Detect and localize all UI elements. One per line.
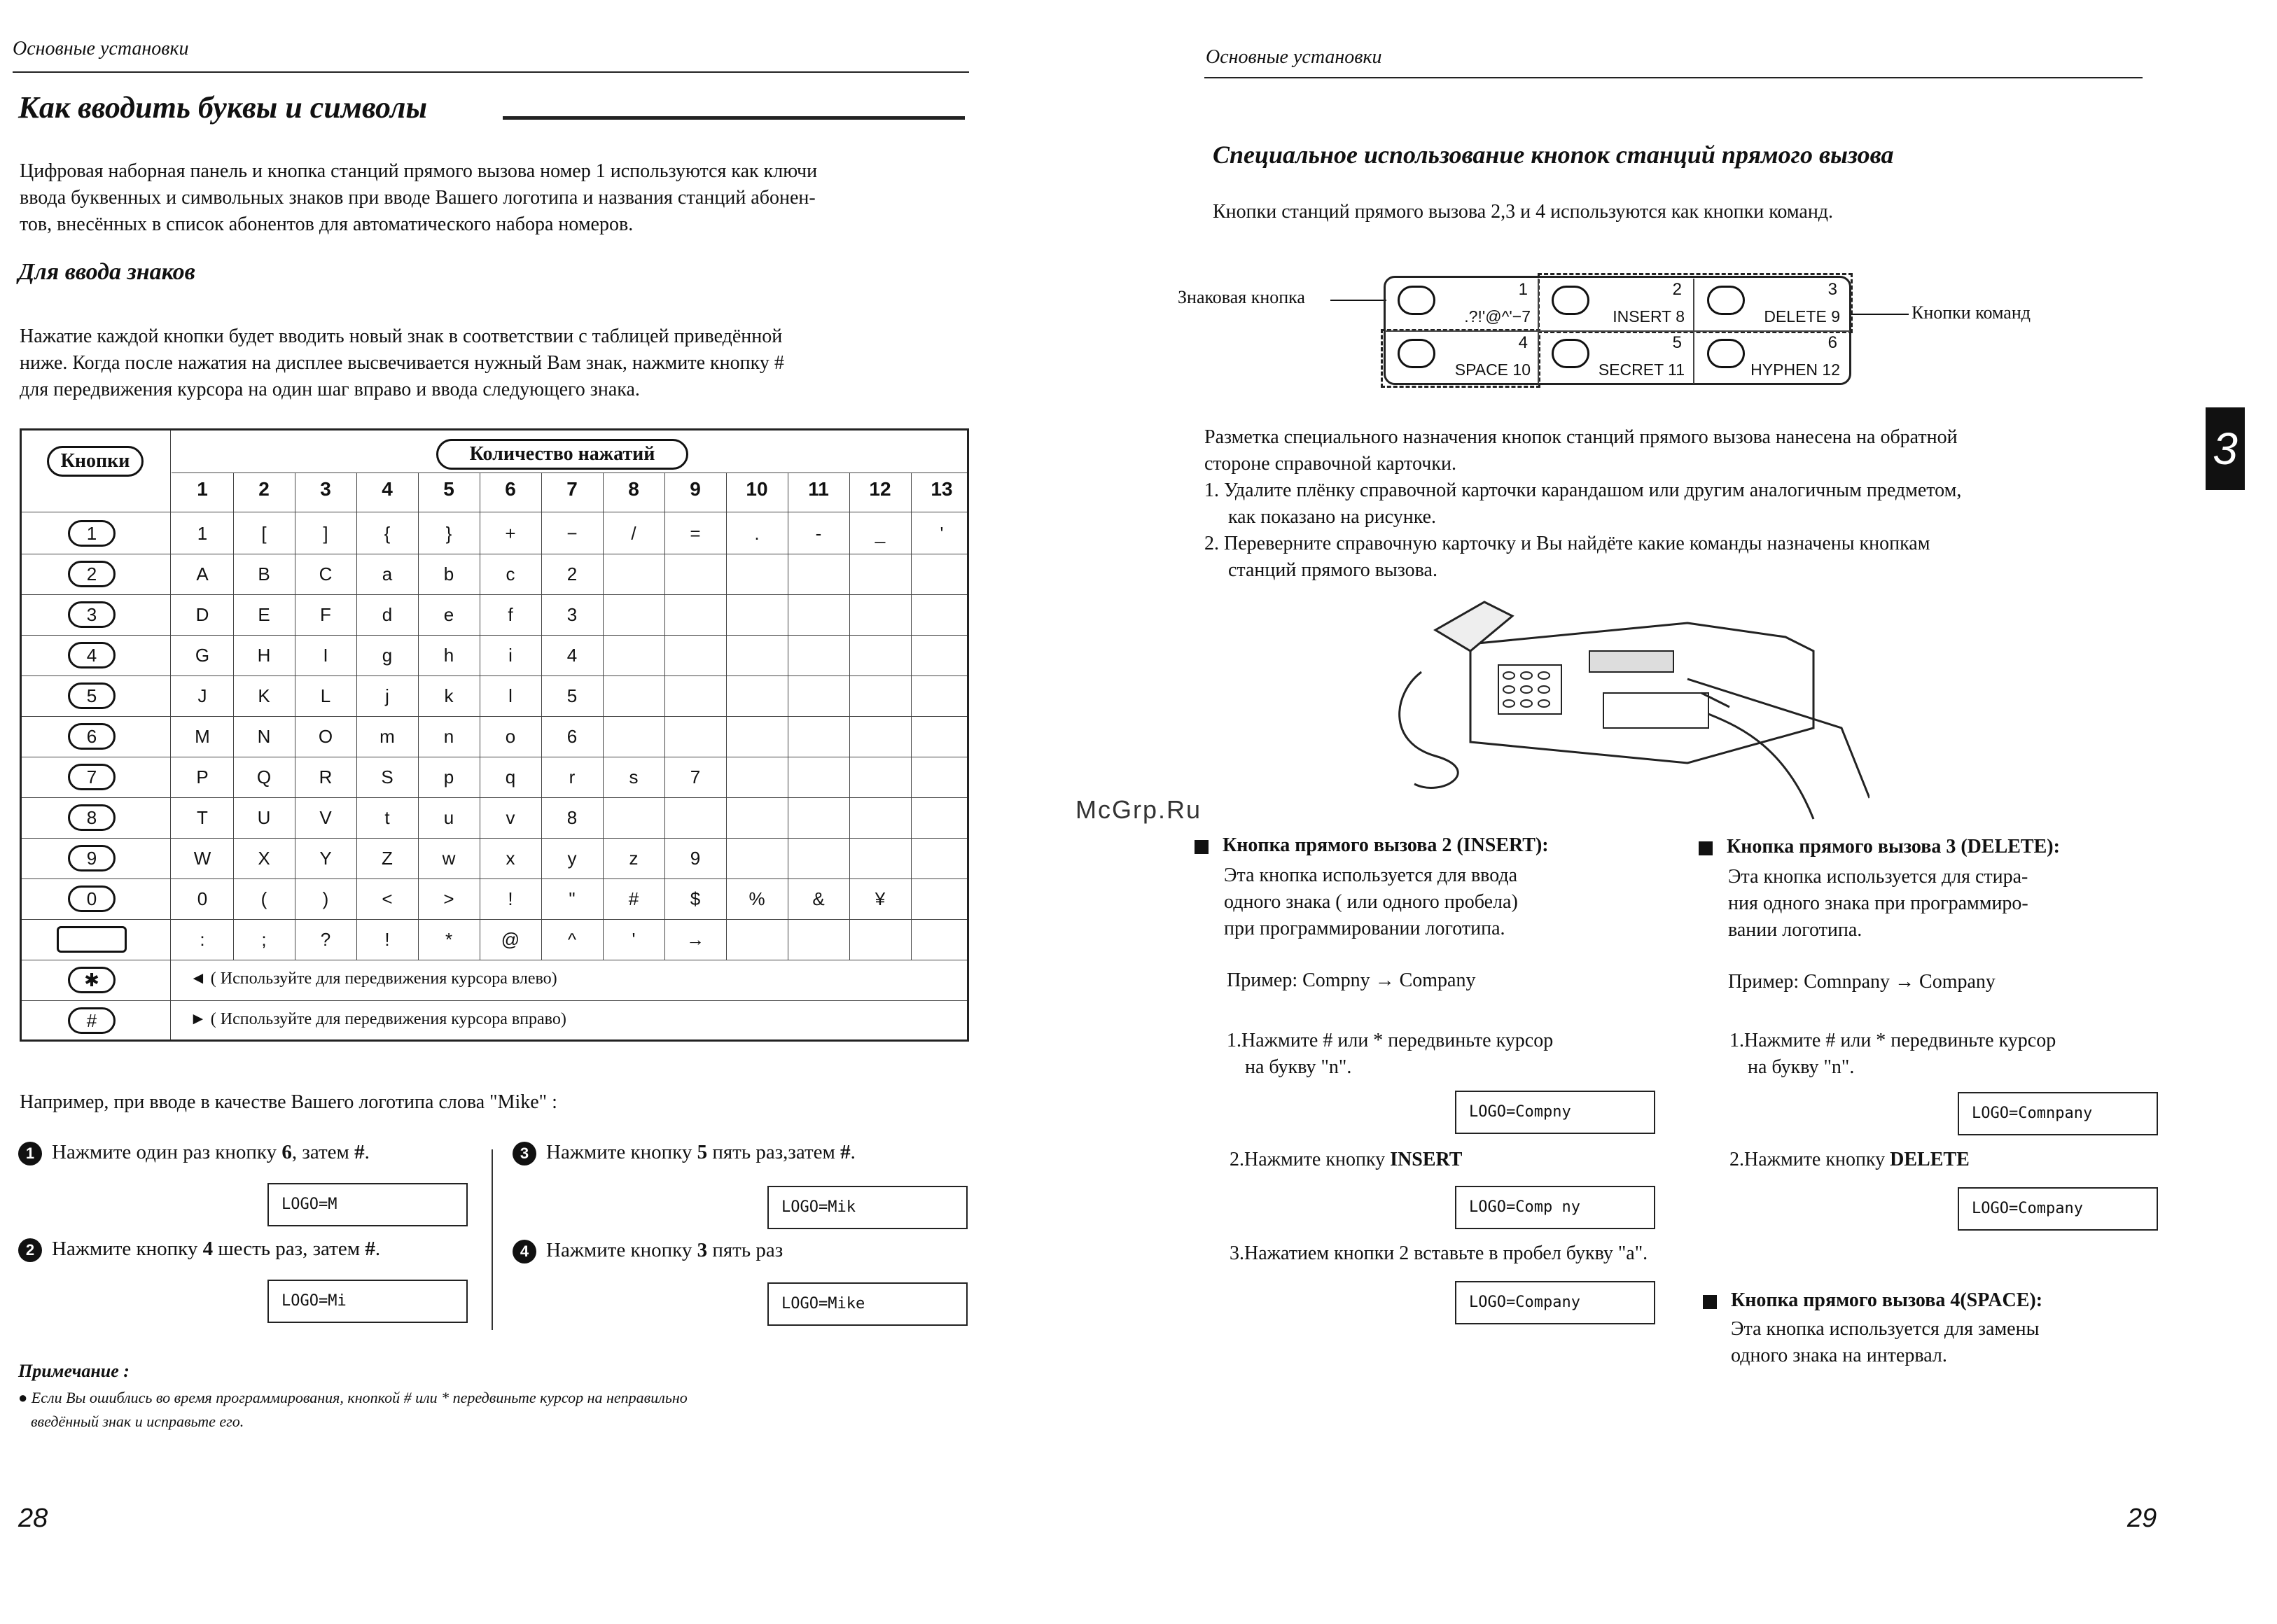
sub-paragraph xyxy=(20,323,986,403)
insert-lcd-3: LOGO=Company xyxy=(1455,1281,1655,1324)
table-cell: ' xyxy=(632,929,636,950)
step-number: 1 xyxy=(18,1142,42,1166)
table-cell: S xyxy=(381,766,394,788)
table-cell: 3 xyxy=(566,604,578,625)
table-cell: : xyxy=(200,929,205,950)
key-number: 5 xyxy=(1672,333,1682,352)
grid-line xyxy=(22,1000,967,1001)
step-key: 6 xyxy=(281,1141,292,1163)
table-cell: + xyxy=(505,523,516,544)
desc-line: при программировании логотипа. xyxy=(1224,918,1505,939)
chapter-tab: 3 xyxy=(2206,407,2245,490)
table-cell: P xyxy=(196,766,209,788)
insert-step1b: на букву "n". xyxy=(1245,1056,1352,1078)
desc-line: одного знака ( или одного пробела) xyxy=(1224,891,1518,913)
table-cell: G xyxy=(195,645,210,666)
column-header: 3 xyxy=(320,478,331,500)
right-intro: Кнопки станций прямого вызова 2,3 и 4 используются как кнопки команд. xyxy=(1213,201,1834,223)
square-bullet-icon xyxy=(1699,841,1713,855)
step-text: Нажмите кнопку xyxy=(546,1239,697,1261)
table-cell: l xyxy=(508,685,513,706)
table-cell: > xyxy=(443,888,454,909)
left-subtitle: Для ввода знаков xyxy=(18,259,195,285)
one-touch-key-3 xyxy=(1694,277,1850,330)
hash-key-description: ► ( Используйте для передвижения курсора вправо) xyxy=(190,1010,566,1028)
table-cell: x xyxy=(506,848,515,869)
character-table xyxy=(20,428,969,1042)
table-cell: d xyxy=(382,604,393,625)
table-cell: # xyxy=(628,888,639,909)
key-6-icon: 6 xyxy=(68,723,116,750)
table-cell: ] xyxy=(323,523,328,544)
star-key-icon: ✱ xyxy=(68,967,116,993)
desc-line: одного знака на интервал. xyxy=(1731,1345,1947,1366)
insert-step1: 1.Нажмите # или * передвиньте курсор xyxy=(1227,1030,1554,1051)
list-item: 2. Переверните справочную карточку и Вы найдёте какие команды назначены кнопкам xyxy=(1204,533,1930,554)
desc-line: Эта кнопка используется для стира- xyxy=(1728,866,2028,888)
step-text: . xyxy=(375,1238,381,1260)
step-3 xyxy=(513,1141,856,1166)
key-label: HYPHEN 12 xyxy=(1750,360,1840,379)
desc-line: Эта кнопка используется для замены xyxy=(1731,1318,2040,1340)
list-item: станций прямого вызова. xyxy=(1228,559,1437,581)
table-cell: [ xyxy=(261,523,267,544)
table-cell: b xyxy=(443,564,454,584)
table-cell: e xyxy=(443,604,454,625)
table-cell: 7 xyxy=(690,766,701,788)
grid-line xyxy=(22,919,967,920)
lcd-display: LOGO=Mik xyxy=(767,1186,968,1229)
step-text: пять раз xyxy=(707,1239,784,1261)
lcd-display: LOGO=Mi xyxy=(267,1280,468,1323)
table-cell: p xyxy=(443,766,454,788)
right-page-number: 29 xyxy=(2127,1504,2157,1533)
step-text: Нажмите кнопку xyxy=(546,1141,697,1163)
key-number: 2 xyxy=(1672,280,1682,299)
column-header: 8 xyxy=(628,478,639,500)
title-underline xyxy=(503,116,965,120)
right-list xyxy=(1204,477,2185,584)
table-cell: i xyxy=(508,645,513,666)
step-number: 4 xyxy=(513,1240,536,1264)
table-cell: U xyxy=(257,807,271,828)
table-cell: F xyxy=(320,604,331,625)
key-oval xyxy=(1707,339,1745,368)
column-header: 1 xyxy=(197,478,208,500)
step-text: пять раз,затем xyxy=(707,1141,841,1163)
table-cell: T xyxy=(197,807,208,828)
note-title: Примечание : xyxy=(18,1361,130,1381)
one-touch-key-5 xyxy=(1539,330,1694,384)
key-label: SECRET 11 xyxy=(1598,360,1685,379)
left-head-rule xyxy=(13,71,969,73)
table-cell: s xyxy=(629,766,639,788)
step-number: 3 xyxy=(513,1142,536,1166)
insert-step3: 3.Нажатием кнопки 2 вставьте в пробел букву "a". xyxy=(1230,1242,1648,1264)
note-line: ● Если Вы ошиблись во время программирования, кнопкой # или * передвиньте курсор на неправильно xyxy=(18,1389,688,1406)
step-text: . xyxy=(364,1141,370,1163)
insert-lcd-2: LOGO=Comp ny xyxy=(1455,1186,1655,1229)
column-header: 6 xyxy=(505,478,516,500)
step-key: 5 xyxy=(697,1141,708,1163)
table-cell: B xyxy=(258,564,270,584)
table-cell: X xyxy=(258,848,270,869)
fax-machine-illustration xyxy=(1393,588,1869,826)
key-label: DELETE 9 xyxy=(1764,307,1840,326)
delete-example: Пример: Comnpany → Company xyxy=(1728,971,1996,993)
table-cell: ; xyxy=(261,929,267,950)
table-cell: N xyxy=(257,726,271,747)
grid-line xyxy=(22,878,967,879)
key-label: .?!'@^'−7 xyxy=(1464,307,1531,326)
grid-line xyxy=(170,430,171,1040)
table-cell: → xyxy=(686,929,704,950)
desc-line: Эта кнопка используется для ввода xyxy=(1224,864,1518,886)
insert-title-text: Кнопка прямого вызова 2 (INSERT): xyxy=(1223,834,1549,856)
table-cell: t xyxy=(384,807,390,828)
desc-line: вании логотипа. xyxy=(1728,919,1862,941)
grid-line xyxy=(22,838,967,839)
table-cell: 9 xyxy=(690,848,701,869)
lcd-display: LOGO=Mike xyxy=(767,1282,968,1326)
table-cell: < xyxy=(382,888,393,909)
table-cell: 2 xyxy=(566,564,578,584)
key-number: 1 xyxy=(1518,280,1528,299)
table-cell: k xyxy=(444,685,454,706)
table-cell: m xyxy=(380,726,395,747)
column-header: 11 xyxy=(808,478,829,500)
table-cell: H xyxy=(257,645,271,666)
key-4-icon: 4 xyxy=(68,642,116,668)
table-cell: ' xyxy=(940,523,944,544)
table-cell: j xyxy=(385,685,389,706)
table-cell: Z xyxy=(382,848,393,869)
key-0-icon: 0 xyxy=(68,886,116,912)
table-cell: * xyxy=(445,929,453,950)
key-oval xyxy=(1398,339,1435,368)
one-touch-key-4 xyxy=(1385,330,1540,384)
char-key-label: Знаковая кнопка xyxy=(1178,287,1305,307)
insert-title xyxy=(1195,834,1549,857)
left-running-head: Основные установки xyxy=(13,38,189,59)
grid-line xyxy=(22,635,967,636)
insert-example: Пример: Compny → Company xyxy=(1227,969,1476,991)
key-1-icon: 1 xyxy=(68,520,116,547)
right-para1 xyxy=(1204,424,2185,477)
table-cell: @ xyxy=(501,929,520,950)
step-key: DELETE xyxy=(1890,1149,1970,1170)
table-cell: z xyxy=(629,848,639,869)
key-3-icon: 3 xyxy=(68,601,116,628)
delete-lcd-1: LOGO=Comnpany xyxy=(1958,1092,2158,1135)
step-text: , затем xyxy=(291,1141,355,1163)
key-number: 4 xyxy=(1518,333,1528,352)
grid-line xyxy=(172,472,967,473)
desc-line: ния одного знака при программиро- xyxy=(1728,892,2028,914)
column-header: 13 xyxy=(931,478,953,500)
key-number: 6 xyxy=(1827,333,1837,352)
column-header: 5 xyxy=(443,478,454,500)
table-cell: r xyxy=(569,766,576,788)
table-cell: c xyxy=(506,564,515,584)
table-cell: 6 xyxy=(566,726,578,747)
delete-title-text: Кнопка прямого вызова 3 (DELETE): xyxy=(1727,836,2060,858)
table-cell: Y xyxy=(319,848,332,869)
table-cell: { xyxy=(384,523,391,544)
table-cell: $ xyxy=(690,888,701,909)
delete-step1: 1.Нажмите # или * передвиньте курсор xyxy=(1729,1030,2056,1051)
step-text: 2.Нажмите кнопку xyxy=(1729,1149,1890,1170)
step-text: Нажмите один раз кнопку xyxy=(52,1141,282,1163)
list-item: 1. Удалите плёнку справочной карточки карандашом или другим аналогичным предметом, xyxy=(1204,479,1962,501)
key-oval xyxy=(1398,286,1435,315)
table-cell: ) xyxy=(322,888,329,909)
step-text: шесть раз, затем xyxy=(213,1238,365,1260)
table-cell: ¥ xyxy=(875,888,886,909)
hash-key-icon: # xyxy=(68,1007,116,1034)
column-header: 7 xyxy=(566,478,578,500)
step-text: Нажмите кнопку xyxy=(52,1238,203,1260)
list-item: как показано на рисунке. xyxy=(1228,506,1437,528)
intro-line: ввода буквенных и символьных знаков при вводе Вашего логотипа и названия станций абонен- xyxy=(20,187,816,209)
table-cell: 4 xyxy=(566,645,578,666)
table-cell: y xyxy=(567,848,577,869)
step-key: # xyxy=(365,1238,375,1260)
table-cell: ! xyxy=(508,888,513,909)
left-page-title: Как вводить буквы и символы xyxy=(18,90,428,125)
insert-step2 xyxy=(1230,1147,1462,1173)
table-cell: u xyxy=(443,807,454,828)
key-oval xyxy=(1552,286,1589,315)
table-cell: O xyxy=(318,726,333,747)
grid-line xyxy=(22,716,967,717)
table-cell: _ xyxy=(875,523,886,544)
step-2 xyxy=(18,1238,380,1262)
space-title-text: Кнопка прямого вызова 4(SPACE): xyxy=(1731,1289,2043,1311)
sub-line: Нажатие каждой кнопки будет вводить новый знак в соответствии с таблицей приведённой xyxy=(20,326,783,347)
intro-line: Цифровая наборная панель и кнопка станций прямого вызова номер 1 используются как ключи xyxy=(20,160,818,182)
table-cell: o xyxy=(505,726,516,747)
delete-title xyxy=(1699,836,2060,858)
step-divider xyxy=(492,1149,493,1330)
table-cell: a xyxy=(382,564,393,584)
square-bullet-icon xyxy=(1703,1295,1717,1309)
table-cell: f xyxy=(508,604,513,625)
table-cell: D xyxy=(195,604,209,625)
table-cell: v xyxy=(506,807,515,828)
right-head-rule xyxy=(1204,77,2143,78)
para-line: Разметка специального назначения кнопок станций прямого вызова нанесена на обратной xyxy=(1204,426,1958,448)
para-line: стороне справочной карточки. xyxy=(1204,453,1456,475)
table-cell: M xyxy=(195,726,210,747)
step-key: INSERT xyxy=(1390,1149,1463,1170)
one-touch-key-1 xyxy=(1385,277,1540,330)
table-cell: ? xyxy=(320,929,331,950)
command-keys-label: Кнопки команд xyxy=(1912,302,2031,323)
table-cell: W xyxy=(193,848,211,869)
space-desc xyxy=(1731,1316,2039,1369)
step-text: . xyxy=(850,1141,856,1163)
table-cell: 0 xyxy=(197,888,208,909)
delete-lcd-2: LOGO=Company xyxy=(1958,1187,2158,1231)
table-cell: J xyxy=(197,685,207,706)
key-label: INSERT 8 xyxy=(1613,307,1685,326)
table-cell: L xyxy=(320,685,331,706)
space-title xyxy=(1703,1289,2042,1312)
square-bullet-icon xyxy=(1195,840,1209,854)
presses-header: Количество нажатий xyxy=(436,439,688,470)
step-1 xyxy=(18,1141,370,1166)
table-cell: 8 xyxy=(566,807,578,828)
table-cell: 5 xyxy=(566,685,578,706)
watermark: McGrp.Ru xyxy=(1075,795,1202,824)
table-cell: - xyxy=(815,523,822,544)
note-line: введённый знак и исправьте его. xyxy=(31,1413,244,1430)
command-keys-pointer xyxy=(1851,314,1909,315)
delete-desc xyxy=(1728,864,2028,944)
step-key: # xyxy=(354,1141,365,1163)
table-cell: % xyxy=(748,888,765,909)
keys-header: Кнопки xyxy=(47,446,144,477)
sub-line: для передвижения курсора на один шаг вправо и ввода следующего знака. xyxy=(20,379,640,400)
table-cell: q xyxy=(505,766,516,788)
key-oval xyxy=(1707,286,1745,315)
step-number: 2 xyxy=(18,1238,42,1262)
table-cell: ! xyxy=(384,929,390,950)
step-key: # xyxy=(840,1141,851,1163)
lcd-display: LOGO=M xyxy=(267,1183,468,1226)
left-intro xyxy=(20,158,986,238)
column-header: 10 xyxy=(746,478,768,500)
table-cell: h xyxy=(443,645,454,666)
step-key: 4 xyxy=(202,1238,214,1260)
right-page-title: Специальное использование кнопок станций прямого вызова xyxy=(1213,141,1894,169)
one-touch-key-2 xyxy=(1539,277,1694,330)
key-number: 3 xyxy=(1827,280,1837,299)
table-cell: C xyxy=(319,564,333,584)
step-text: 2.Нажмите кнопку xyxy=(1230,1149,1391,1170)
table-cell: 1 xyxy=(197,523,208,544)
table-cell: Q xyxy=(256,766,272,788)
intro-line: тов, внесённых в список абонентов для автоматического набора номеров. xyxy=(20,214,634,235)
table-cell: K xyxy=(258,685,270,706)
sub-line: ниже. Когда после нажатия на дисплее высвечивается нужный Вам знак, нажмите кнопку # xyxy=(20,352,784,374)
table-cell: − xyxy=(566,523,578,544)
direct-call-key-icon xyxy=(57,926,127,953)
key-label: SPACE 10 xyxy=(1454,360,1531,379)
grid-line xyxy=(22,797,967,798)
table-cell: A xyxy=(196,564,209,584)
table-cell: } xyxy=(445,523,452,544)
table-cell: E xyxy=(258,604,270,625)
left-page-number: 28 xyxy=(18,1504,48,1533)
table-cell: g xyxy=(382,645,393,666)
key-5-icon: 5 xyxy=(68,682,116,709)
table-cell: . xyxy=(754,523,760,544)
right-running-head: Основные установки xyxy=(1206,46,1382,68)
insert-lcd-1: LOGO=Compny xyxy=(1455,1091,1655,1134)
delete-step1b: на букву "n". xyxy=(1748,1056,1855,1078)
table-cell: n xyxy=(443,726,454,747)
key-2-icon: 2 xyxy=(68,561,116,587)
insert-desc xyxy=(1224,862,1518,942)
key-9-icon: 9 xyxy=(68,845,116,872)
key-oval xyxy=(1552,339,1589,368)
table-cell: ^ xyxy=(567,929,577,950)
step-key: 3 xyxy=(697,1239,708,1261)
table-cell: R xyxy=(319,766,333,788)
key-8-icon: 8 xyxy=(68,804,116,831)
table-cell: / xyxy=(631,523,636,544)
table-cell: V xyxy=(319,807,332,828)
step-4 xyxy=(513,1239,783,1264)
column-header: 2 xyxy=(258,478,270,500)
example-intro: Например, при вводе в качестве Вашего логотипа слова "Mike" : xyxy=(20,1091,557,1113)
column-header: 12 xyxy=(869,478,891,500)
table-cell: = xyxy=(690,523,701,544)
table-cell: " xyxy=(569,888,576,909)
delete-step2 xyxy=(1729,1147,1970,1173)
table-cell: ( xyxy=(260,888,267,909)
key-7-icon: 7 xyxy=(68,764,116,790)
table-cell: w xyxy=(442,848,456,869)
column-header: 9 xyxy=(690,478,701,500)
star-key-description: ◄ ( Используйте для передвижения курсора влево) xyxy=(190,969,557,988)
table-cell: I xyxy=(323,645,328,666)
one-touch-key-6 xyxy=(1694,330,1850,384)
char-key-pointer xyxy=(1330,300,1386,301)
grid-line xyxy=(22,594,967,595)
column-header: 4 xyxy=(382,478,393,500)
table-cell: & xyxy=(812,888,825,909)
